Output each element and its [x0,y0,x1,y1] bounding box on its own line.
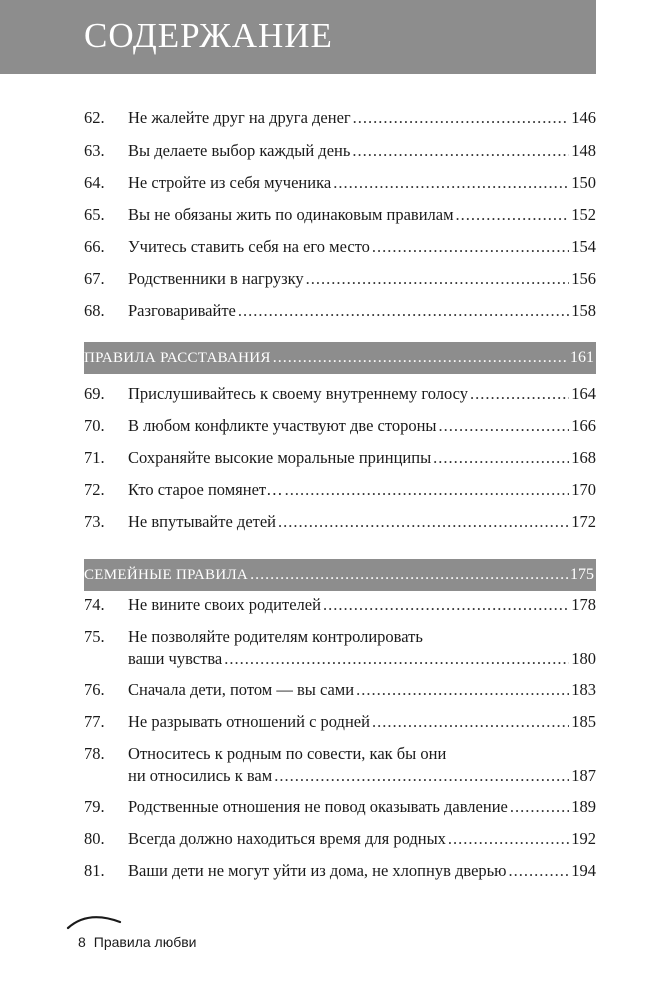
entry-title: Не позволяйте родителям контролировать [128,627,423,646]
entry-number: 71. [84,448,105,467]
entry-number: 68. [84,301,105,320]
toc-entry-76[interactable] [84,679,596,701]
entry-title: Учитесь ставить себя на его место [128,237,370,256]
entry-title: Всегда должно находиться время для родных [128,829,446,848]
entry-number: 69. [84,384,105,403]
toc-entry-72[interactable] [84,479,596,501]
entry-page: 183 [571,680,596,699]
entry-page: 194 [571,861,596,880]
entry-title: Родственники в нагрузку [128,269,304,288]
entry-title: Разговаривайте [128,301,236,320]
entry-number: 80. [84,829,105,848]
entry-number: 76. [84,680,105,699]
entry-page: 180 [571,649,596,668]
entry-title-continuation: ни относились к вам [128,766,273,785]
toc-entry-79[interactable] [84,796,596,818]
toc-entry-81[interactable] [84,860,596,882]
entry-number: 62. [84,108,105,127]
entry-number: 64. [84,173,105,192]
entry-number: 72. [84,480,105,499]
entry-page: 189 [571,797,596,816]
entry-number: 74. [84,595,105,614]
footer-page-number: 8 [78,934,86,950]
dot-leader [372,711,569,733]
dot-leader [439,415,570,437]
entry-title: Не впутывайте детей [128,512,277,531]
entry-number: 77. [84,712,105,731]
entry-page: 192 [571,829,596,848]
entry-number: 67. [84,269,105,288]
dot-leader [353,107,570,129]
toc-entry-63[interactable] [84,140,596,162]
dot-leader [273,349,568,367]
toc-entry-80[interactable] [84,828,596,850]
entry-number: 78. [84,744,105,763]
entry-page: 164 [571,384,596,403]
toc-entry-65[interactable] [84,204,596,226]
dot-leader [356,679,569,701]
entry-page: 185 [571,712,596,731]
toc-entry-73[interactable] [84,511,596,533]
page-footer [78,934,196,950]
entry-title: Не стройте из себя мученика [128,173,332,192]
header-bar [0,0,596,74]
dot-leader [306,268,570,290]
entry-title: Ваши дети не могут уйти из дома, не хлопнув дверью [128,861,507,880]
dot-leader [509,860,570,882]
dot-leader [448,828,569,850]
section-heading-breakup-rules[interactable] [84,342,596,374]
entry-title: Сохраняйте высокие моральные принципы [128,448,432,467]
toc-entry-67[interactable] [84,268,596,290]
toc-entry-69[interactable] [84,383,596,405]
entry-title-continuation: ваши чувства [128,649,223,668]
toc-entry-68[interactable] [84,300,596,322]
dot-leader [274,765,569,787]
entry-title: Вы делаете выбор каждый день [128,141,351,160]
entry-page: 158 [571,301,596,320]
entry-title: Не разрывать отношений с родней [128,712,370,731]
entry-page: 187 [571,766,596,785]
entry-title: Не жалейте друг на друга денег [128,108,351,127]
dot-leader [238,300,569,322]
entry-page: 172 [571,512,596,531]
footer-book-title: Правила любви [93,934,197,950]
entry-page: 148 [571,141,596,160]
dot-leader [456,204,570,226]
section-title: ПРАВИЛА РАССТАВАНИЯ [84,349,271,366]
entry-title: В любом конфликте участвуют две стороны [128,416,437,435]
toc-entry-71[interactable] [84,447,596,469]
dot-leader [285,479,570,501]
entry-page: 168 [571,448,596,467]
entry-number: 75. [84,627,105,646]
entry-title: Относитесь к родным по совести, как бы они [128,744,447,763]
entry-number: 73. [84,512,105,531]
dot-leader [278,511,569,533]
section-page: 175 [570,566,594,583]
entry-title: Прислушивайтесь к своему внутреннему голосу [128,384,469,403]
entry-page: 170 [571,480,596,499]
page-title: СОДЕРЖАНИЕ [84,16,333,55]
entry-page: 154 [571,237,596,256]
dot-leader [333,172,569,194]
dot-leader [470,383,569,405]
footer-arc-ornament [66,912,122,930]
entry-number: 79. [84,797,105,816]
entry-page: 156 [571,269,596,288]
toc-entry-78[interactable] [84,743,596,787]
entry-page: 146 [571,108,596,127]
toc-entry-64[interactable] [84,172,596,194]
entry-title: Вы не обязаны жить по одинаковым правилам [128,205,454,224]
entry-page: 166 [571,416,596,435]
entry-title: Сначала дети, потом — вы сами [128,680,355,699]
dot-leader [510,796,569,818]
dot-leader [352,140,569,162]
entry-page: 150 [571,173,596,192]
entry-title: Родственные отношения не повод оказывать давление [128,797,508,816]
section-page: 161 [570,349,594,366]
dot-leader [224,648,569,670]
entry-number: 65. [84,205,105,224]
dot-leader [433,447,569,469]
entry-page: 178 [571,595,596,614]
entry-number: 63. [84,141,105,160]
entry-number: 66. [84,237,105,256]
toc-entry-66[interactable] [84,236,596,258]
toc-entry-70[interactable] [84,415,596,437]
toc-entry-62[interactable] [84,107,596,129]
entry-number: 70. [84,416,105,435]
dot-leader [250,566,568,584]
entry-page: 152 [571,205,596,224]
entry-title: Не вините своих родителей [128,595,321,614]
toc-entry-74[interactable] [84,594,596,616]
entry-title: Кто старое помянет… [128,480,283,499]
toc-entry-75[interactable] [84,626,596,670]
section-title: СЕМЕЙНЫЕ ПРАВИЛА [84,566,249,583]
toc-entry-77[interactable] [84,711,596,733]
dot-leader [372,236,569,258]
section-heading-family-rules[interactable] [84,559,596,591]
entry-number: 81. [84,861,105,880]
dot-leader [323,594,569,616]
